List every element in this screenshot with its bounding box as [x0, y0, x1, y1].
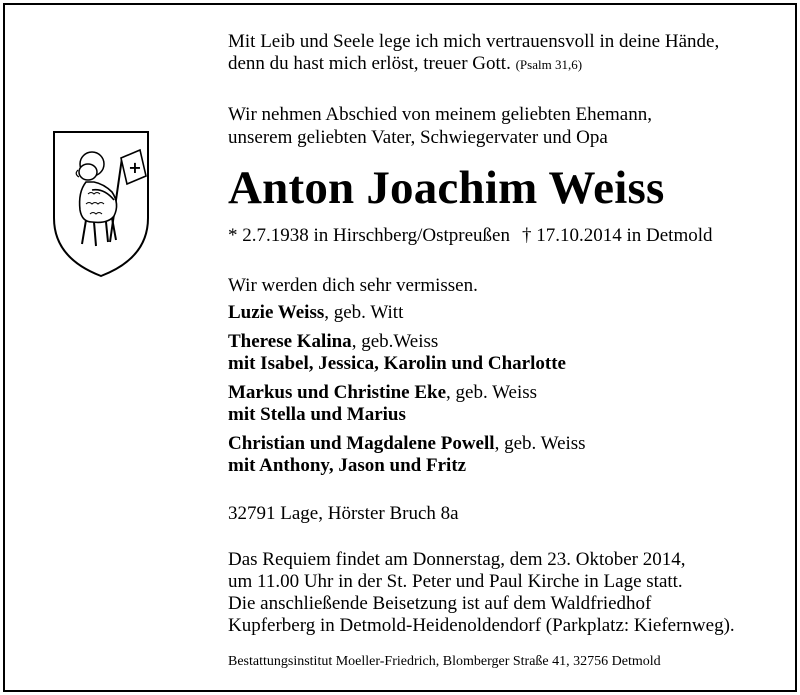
mourner-4-family: mit Anthony, Jason und Fritz [228, 455, 467, 476]
mourner-4: Christian und Magdalene Powell, geb. Weiss [228, 433, 586, 454]
death-date: † 17.10.2014 in Detmold [522, 225, 713, 246]
funeral-home-footer: Bestattungsinstitut Moeller-Friedrich, Blomberger Straße 41, 32756 Detmold [228, 654, 661, 669]
intro-line-1: Wir nehmen Abschied von meinem geliebten Ehemann, [228, 104, 652, 125]
mourner-2: Therese Kalina, geb.Weiss [228, 331, 439, 352]
mourner-3: Markus und Christine Eke, geb. Weiss [228, 382, 538, 403]
family-address: 32791 Lage, Hörster Bruch 8a [228, 503, 459, 524]
mourner-3-family: mit Stella und Marius [228, 404, 406, 425]
farewell-message: Wir werden dich sehr vermissen. [228, 275, 478, 296]
lamb-of-god-coat-of-arms-icon [52, 130, 150, 278]
requiem-line-1: Das Requiem findet am Donnerstag, dem 23. Oktober 2014, [228, 549, 686, 570]
deceased-name: Anton Joachim Weiss [228, 162, 665, 214]
requiem-line-4: Kupferberg in Detmold-Heidenoldendorf (Parkplatz: Kiefernweg). [228, 615, 735, 636]
intro-line-2: unserem geliebten Vater, Schwiegervater und Opa [228, 127, 608, 148]
verse-reference: (Psalm 31,6) [515, 57, 583, 72]
requiem-line-2: um 11.00 Uhr in der St. Peter und Paul Kirche in Lage statt. [228, 571, 683, 592]
mourner-2-family: mit Isabel, Jessica, Karolin und Charlotte [228, 353, 566, 374]
verse-text: denn du hast mich erlöst, treuer Gott. [228, 53, 511, 74]
flag-cross: + [128, 158, 142, 177]
mourner-1: Luzie Weiss, geb. Witt [228, 302, 404, 323]
verse-line-2 [228, 53, 582, 76]
requiem-line-3: Die anschließende Beisetzung ist auf dem Waldfriedhof [228, 593, 652, 614]
verse-line-1: Mit Leib und Seele lege ich mich vertrauensvoll in deine Hände, [228, 31, 720, 52]
birth-date: * 2.7.1938 in Hirschberg/Ostpreußen [228, 225, 510, 246]
